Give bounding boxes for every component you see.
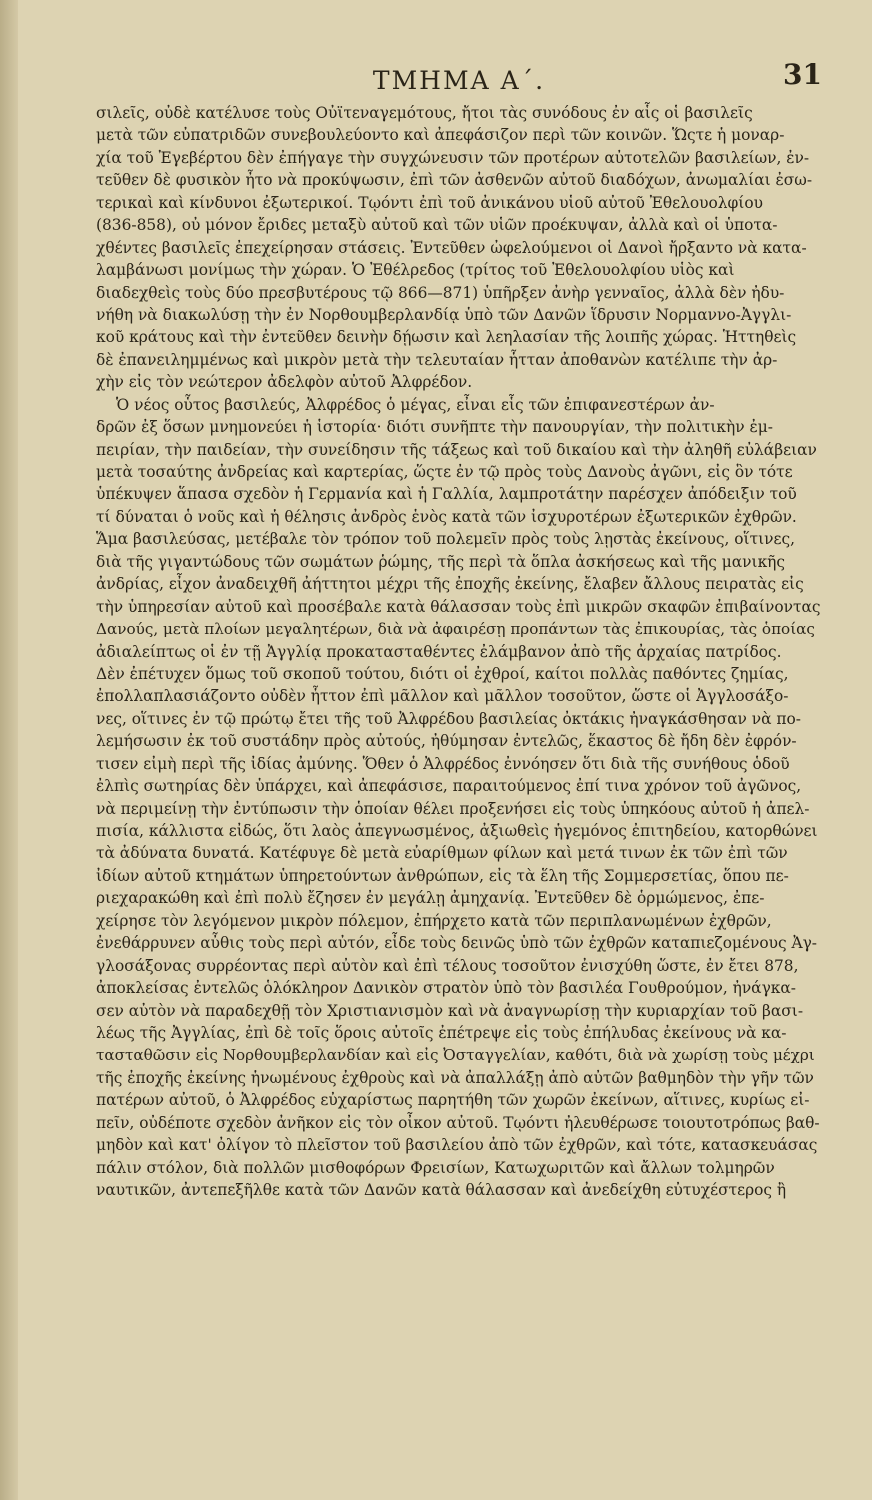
text-line: τὴν ὑπηρεσίαν αὐτοῦ καὶ προσέβαλε κατὰ θάλασσαν τοὺς ἐπὶ μικρῶν σκαφῶν ἐπιβαίνοντας: [96, 597, 821, 616]
text-line: ὑπέκυψεν ἅπασα σχεδὸν ἡ Γερμανία καὶ ἡ Γαλλία, λαμπροτάτην παρέσχεν ἀπόδειξιν τοῦ: [96, 485, 797, 504]
text-line: ἀποκλείσας ἐντελῶς ὁλόκληρον Δανικὸν στρατὸν ὑπὸ τὸν βασιλέα Γουθρούμον, ἠνάγκα-: [96, 979, 796, 998]
page-header: [96, 56, 822, 100]
text-line: τερικαὶ καὶ κίνδυνοι ἐξωτερικοί. Τῳόντι ἐπὶ τοῦ ἀνικάνου υἱοῦ αὐτοῦ Ἐθελουολφίου: [96, 193, 763, 212]
page-number: 31: [783, 58, 822, 91]
text-line: κοῦ κράτους καὶ τὴν ἐντεῦθεν δεινὴν δῄωσιν καὶ λεηλασίαν τῆς λοιπῆς χώρας. Ἡττηθεὶς: [96, 328, 797, 347]
text-line: σιλεῖς, οὐδὲ κατέλυσε τοὺς Οὐϊτεναγεμότους, ἤτοι τὰς συνόδους ἐν αἷς οἱ βασιλεῖς: [96, 104, 753, 122]
text-line: ἐλπὶς σωτηρίας δὲν ὑπάρχει, καὶ ἀπεφάσισε, παραιτούμενος ἐπί τινα χρόνον τοῦ ἀγῶνος,: [96, 777, 802, 796]
text-line: μετὰ τοσαύτης ἀνδρείας καὶ καρτερίας, ὥςτε ἐν τῷ πρὸς τοὺς Δανοὺς ἀγῶνι, εἰς ὃν τότε: [96, 463, 793, 481]
text-line: τῆς ἐποχῆς ἐκείνης ἡνωμένους ἐχθροὺς καὶ νὰ ἀπαλλάξῃ ἀπὸ αὐτῶν βαθμηδὸν τὴν γῆν τῶν: [96, 1068, 814, 1087]
text-line: λέως τῆς Ἀγγλίας, ἐπὶ δὲ τοῖς ὅροις αὐτοῖς ἐπέτρεψε εἰς τοὺς ἐπήλυδας ἐκείνους νὰ κα-: [96, 1023, 787, 1042]
text-line: τισεν εἰμὴ περὶ τῆς ἰδίας ἀμύνης. Ὅθεν ὁ Ἀλφρέδος ἐννόησεν ὅτι διὰ τῆς συνήθους ὁδοῦ: [96, 754, 790, 773]
text-line: (836-858), οὐ μόνον ἔριδες μεταξὺ αὐτοῦ καὶ τῶν υἱῶν προέκυψαν, ἀλλὰ καὶ οἱ ὑποτα-: [96, 216, 778, 235]
text-line: ἰδίων αὐτοῦ κτημάτων ὑπηρετούντων ἀνθρώπων, εἰς τὰ ἕλη τῆς Σομμερσετίας, ὅπου πε-: [96, 866, 789, 885]
text-line: πεῖν, οὐδέποτε σχεδὸν ἀνῆκον εἰς τὸν οἶκον αὐτοῦ. Τῳόντι ἠλευθέρωσε τοιουτοτρόπως βαθ-: [96, 1113, 820, 1132]
text-line: πατέρων αὐτοῦ, ὁ Ἀλφρέδος εὐχαρίστως παρητήθη τῶν χωρῶν ἐκείνων, αἵτινες, κυρίως εἰ-: [96, 1091, 810, 1110]
text-line: χία τοῦ Ἐγεβέρτου δὲν ἐπήγαγε τὴν συγχώνευσιν τῶν προτέρων αὐτοτελῶν βασιλείων, ἐν-: [96, 148, 810, 167]
running-head: ΤΜΗΜΑ Α΄.: [372, 66, 546, 95]
text-line: Δανούς, μετὰ πλοίων μεγαλητέρων, διὰ νὰ ἀφαιρέσῃ προπάντων τὰς ἐπικουρίας, τὰς ὁποίας: [96, 620, 815, 639]
page-binding-edge: [0, 0, 18, 1500]
text-line: ἐπολλαπλασιάζοντο οὐδὲν ἧττον ἐπὶ μᾶλλον καὶ μᾶλλον τοσοῦτον, ὥστε οἱ Ἀγγλοσάξο-: [96, 687, 789, 706]
text-line: λεμήσωσιν ἐκ τοῦ συστάδην πρὸς αὐτούς, ἠθύμησαν ἐντελῶς, ἕκαστος δὲ ἤδη δὲν ἐφρόν-: [96, 732, 797, 751]
text-line: ριεχαρακώθη καὶ ἐπὶ πολὺ ἔζησεν ἐν μεγάλῃ ἀμηχανίᾳ. Ἐντεῦθεν δὲ ὁρμώμενος, ἐπε-: [96, 889, 765, 908]
text-line: χὴν εἰς τὸν νεώτερον ἀδελφὸν αὐτοῦ Ἀλφρέδον.: [96, 373, 473, 392]
text-line: χθέντες βασιλεῖς ἐπεχείρησαν στάσεις. Ἐντεῦθεν ὠφελούμενοι οἱ Δανοὶ ἤρξαντο νὰ κατα-: [96, 238, 807, 257]
text-line: τί δύναται ὁ νοῦς καὶ ἡ θέλησις ἀνδρὸς ἑνὸς κατὰ τῶν ἰσχυροτέρων ἐξωτερικῶν ἐχθρῶν.: [96, 507, 797, 526]
text-line: τασταθῶσιν εἰς Νορθουμβερλανδίαν καὶ εἰς Ὀσταγγελίαν, καθότι, διὰ νὰ χωρίσῃ τοὺς μέχρι: [96, 1046, 815, 1065]
text-line: νήθη νὰ διακωλύσῃ τὴν ἐν Νορθουμβερλανδίᾳ ὑπὸ τῶν Δανῶν ἵδρυσιν Νορμαννο-Ἀγγλι-: [96, 305, 792, 324]
text-line: μηδὸν καὶ κατ' ὀλίγον τὸ πλεῖστον τοῦ βασιλείου ἀπὸ τῶν ἐχθρῶν, καὶ τότε, κατασκευάσας: [96, 1136, 818, 1155]
text-line: Δὲν ἐπέτυχεν ὅμως τοῦ σκοποῦ τούτου, διότι οἱ ἐχθροί, καίτοι πολλὰς παθόντες ζημίας,: [96, 664, 789, 683]
text-line: διὰ τῆς γιγαντώδους τῶν σωμάτων ῥώμης, τῆς περὶ τὰ ὅπλα ἀσκήσεως καὶ τῆς μανικῆς: [96, 552, 786, 571]
text-line: πειρίαν, τὴν παιδείαν, τὴν συνείδησιν τῆς τάξεως καὶ τοῦ δικαίου καὶ τὴν ἀληθῆ εὐλάβειαν: [96, 440, 817, 459]
text-line: νες, οἵτινες ἐν τῷ πρώτῳ ἔτει τῆς τοῦ Ἀλφρέδου βασιλείας ὀκτάκις ἠναγκάσθησαν νὰ πο-: [96, 709, 801, 728]
text-line: πάλιν στόλον, διὰ πολλῶν μισθοφόρων Φρεισίων, Κατωχωριτῶν καὶ ἄλλων τολμηρῶν: [96, 1158, 775, 1177]
text-line: ναυτικῶν, ἀντεπεξῆλθε κατὰ τῶν Δανῶν κατὰ θάλασσαν καὶ ἀνεδείχθη εὐτυχέστερος ἢ: [96, 1181, 787, 1199]
text-line: τὰ ἀδύνατα δυνατά. Κατέφυγε δὲ μετὰ εὐαρίθμων φίλων καὶ μετά τινων ἐκ τῶν ἐπὶ τῶν: [96, 844, 788, 863]
text-line: γλοσάξονας συρρέοντας περὶ αὐτὸν καὶ ἐπὶ τέλους τοσοῦτον ἐνισχύθη ὥστε, ἐν ἔτει 878,: [96, 956, 799, 975]
text-line: ἀνδρίας, εἶχον ἀναδειχθῆ ἀήττητοι μέχρι τῆς ἐποχῆς ἐκείνης, ἔλαβεν ἄλλους πειρατὰς εἰς: [96, 575, 804, 594]
text-line: χείρησε τὸν λεγόμενον μικρὸν πόλεμον, ἐπήρχετο κατὰ τῶν περιπλανωμένων ἐχθρῶν,: [96, 911, 772, 930]
text-line: μετὰ τῶν εὐπατριδῶν συνεβουλεύοντο καὶ ἀπεφάσιζον περὶ τῶν κοινῶν. Ὥςτε ἡ μοναρ-: [96, 126, 785, 145]
text-line: δὲ ἐπανειλημμένως καὶ μικρὸν μετὰ τὴν τελευταίαν ἧτταν ἀποθανὼν κατέλιπε τὴν ἀρ-: [96, 350, 778, 369]
text-line: δρῶν ἐξ ὅσων μνημονεύει ἡ ἱστορία· διότι συνῆπτε τὴν πανουργίαν, τὴν πολιτικὴν ἐμ-: [96, 418, 773, 437]
text-line: Ἅμα βασιλεύσας, μετέβαλε τὸν τρόπον τοῦ πολεμεῖν πρὸς τοὺς λῃστὰς ἐκείνους, οἵτινες,: [96, 530, 795, 549]
body-text: [96, 102, 822, 1201]
text-line: Ὁ νέος οὗτος βασιλεύς, Ἀλφρέδος ὁ μέγας, εἶναι εἷς τῶν ἐπιφανεστέρων ἀν-: [116, 395, 715, 414]
text-line: λαμβάνωσι μονίμως τὴν χώραν. Ὁ Ἐθέλρεδος (τρίτος τοῦ Ἐθελουολφίου υἱὸς καὶ: [96, 261, 735, 280]
text-line: πισία, κάλλιστα εἰδώς, ὅτι λαὸς ἀπεγνωσμένος, ἀξιωθεὶς ἡγεμόνος ἐπιτηδείου, κατορθώνει: [96, 822, 818, 840]
text-line: διαδεχθεὶς τοὺς δύο πρεσβυτέρους τῷ 866—871) ὑπῆρξεν ἀνὴρ γενναῖος, ἀλλὰ δὲν ἠδυ-: [96, 283, 785, 302]
text-line: ἐνεθάρρυνεν αὖθις τοὺς περὶ αὐτόν, εἶδε τοὺς δεινῶς ὑπὸ τῶν ἐχθρῶν καταπιεζομένους Ἀγ-: [96, 934, 817, 953]
text-line: τεῦθεν δὲ φυσικὸν ἦτο νὰ προκύψωσιν, ἐπὶ τῶν ἀσθενῶν αὐτοῦ διαδόχων, ἀνωμαλίαι ἐσω-: [96, 171, 813, 190]
text-line: σεν αὐτὸν νὰ παραδεχθῇ τὸν Χριστιανισμὸν καὶ νὰ ἀναγνωρίσῃ τὴν κυριαρχίαν τοῦ βασι-: [96, 1001, 804, 1020]
text-line: νὰ περιμείνῃ τὴν ἐντύπωσιν τὴν ὁποίαν θέλει προξενήσει εἰς τοὺς ὑπηκόους αὐτοῦ ἡ ἀπελ-: [96, 799, 810, 818]
text-line: ἀδιαλείπτως οἱ ἐν τῇ Ἀγγλίᾳ προκατασταθέντες ἐλάμβανον ἀπὸ τῆς ἀρχαίας πατρίδος.: [96, 642, 782, 661]
